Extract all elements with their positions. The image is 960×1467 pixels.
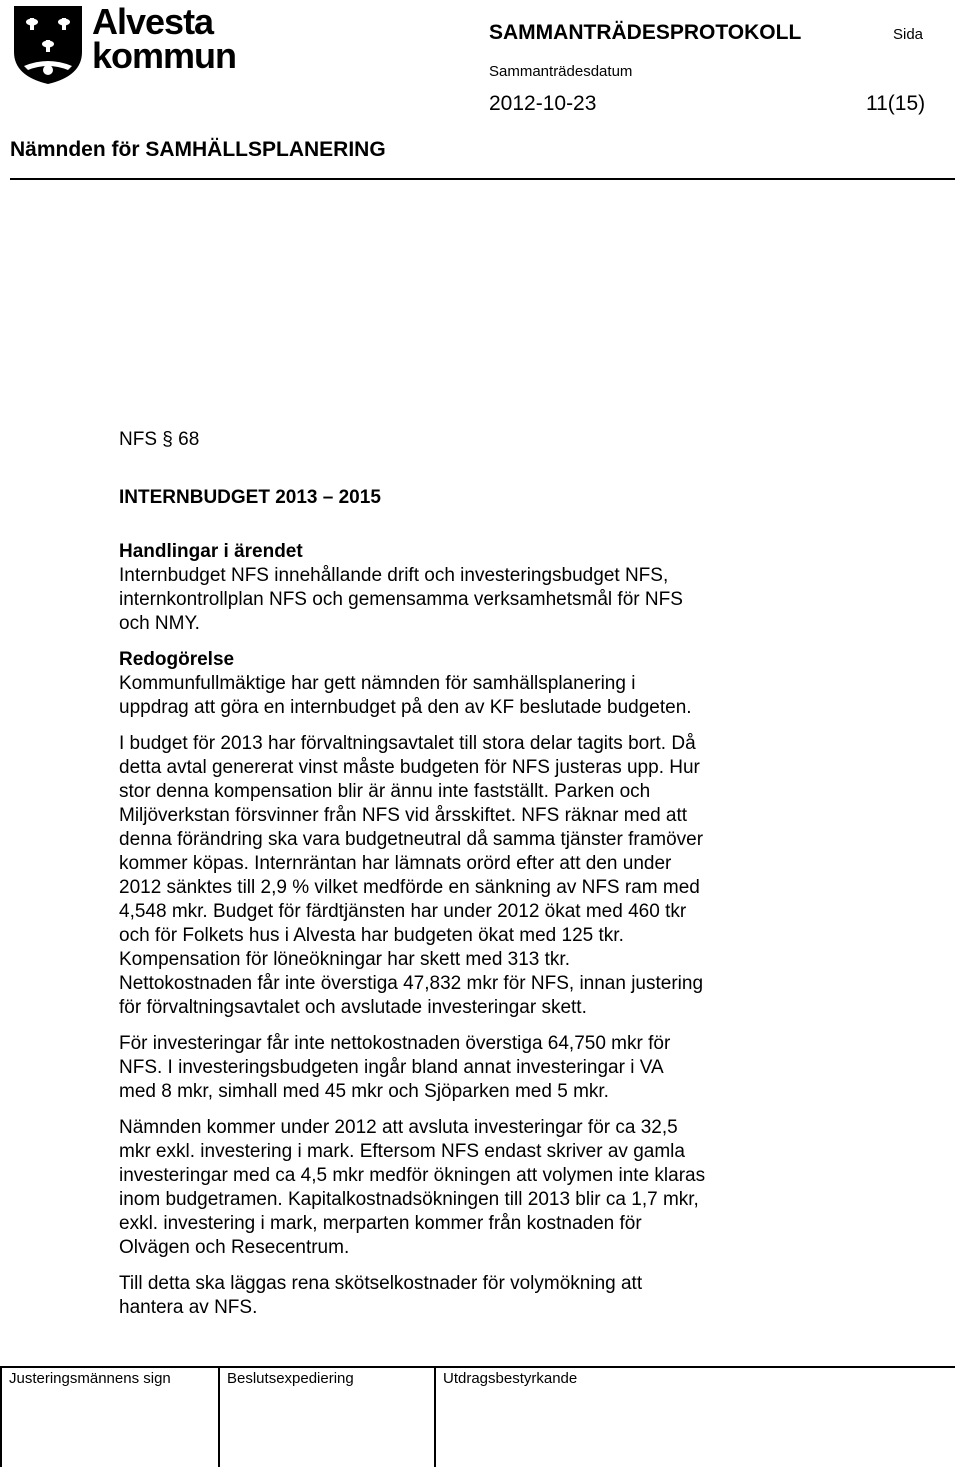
text-line: Internbudget NFS innehållande drift och investeringsbudget NFS, xyxy=(119,565,669,586)
text-line: inom budgetramen. Kapitalkostnadsökningen till 2013 blir ca 1,7 mkr, xyxy=(119,1189,699,1210)
report-paragraph-1 xyxy=(119,672,799,720)
logo-wordmark-line2: kommun xyxy=(92,35,237,76)
text-line: med 8 mkr, simhall med 45 mkr och Sjöparken med 5 mkr. xyxy=(119,1081,609,1102)
document-body xyxy=(119,428,799,1320)
document-type-title: SAMMANTRÄDESPROTOKOLL xyxy=(489,21,802,44)
text-line: exkl. investering i mark, merparten kommer från kostnaden för xyxy=(119,1213,642,1234)
text-line: hantera av NFS. xyxy=(119,1297,258,1318)
footer-signature-label: Justeringsmännens sign xyxy=(9,1370,171,1387)
header-divider xyxy=(10,178,955,180)
department-name: Nämnden för SAMHÄLLSPLANERING xyxy=(10,138,386,161)
text-line: för förvaltningsavtalet och avslutade investeringar skett. xyxy=(119,997,587,1018)
report-paragraph-2 xyxy=(119,732,799,1020)
case-number: NFS § 68 xyxy=(119,429,200,450)
text-line: internkontrollplan NFS och gemensamma verksamhetsmål för NFS xyxy=(119,589,683,610)
report-paragraph-5 xyxy=(119,1272,799,1320)
text-line: Till detta ska läggas rena skötselkostnader för volymökning att xyxy=(119,1273,643,1294)
logo-wordmark-line1: Alvesta xyxy=(92,1,214,42)
section-heading-documents: Handlingar i ärendet xyxy=(119,541,303,562)
text-line: mkr exkl. investering i mark. Eftersom NFS endast skriver av gamla xyxy=(119,1141,685,1162)
text-line: kommer köpas. Internräntan har lämnats orörd efter att den under xyxy=(119,853,672,874)
documents-paragraph xyxy=(119,564,799,636)
text-line: Kommunfullmäktige har gett nämnden för samhällsplanering i xyxy=(119,673,636,694)
text-line: Nämnden kommer under 2012 att avsluta investeringar för ca 32,5 xyxy=(119,1117,678,1138)
case-title: INTERNBUDGET 2013 – 2015 xyxy=(119,487,381,508)
meeting-date: 2012-10-23 xyxy=(489,92,597,115)
report-paragraph-3 xyxy=(119,1032,799,1104)
text-line: uppdrag att göra en internbudget på den av KF beslutade budgeten. xyxy=(119,697,692,718)
page-label: Sida xyxy=(893,26,924,43)
text-line: Olvägen och Resecentrum. xyxy=(119,1237,350,1258)
text-line: 2012 sänktes till 2,9 % vilket medförde en sänkning av NFS ram med xyxy=(119,877,700,898)
text-line: För investeringar får inte nettokostnaden överstiga 64,750 mkr för xyxy=(119,1033,671,1054)
text-line: NFS. I investeringsbudgeten ingår bland annat investeringar i VA xyxy=(119,1057,664,1078)
footer-dispatch-label: Beslutsexpediering xyxy=(227,1370,354,1387)
page-number: 11(15) xyxy=(866,92,926,115)
municipality-logo xyxy=(10,1,242,88)
text-line: I budget för 2013 har förvaltningsavtalet till stora delar tagits bort. Då xyxy=(119,733,696,754)
section-heading-report: Redogörelse xyxy=(119,649,235,670)
text-line: Kompensation för löneökningar har skett med 313 tkr. xyxy=(119,949,570,970)
footer-dispatch-box xyxy=(218,1368,434,1467)
footer-certification-label: Utdragsbestyrkande xyxy=(443,1370,578,1387)
coat-of-arms-icon xyxy=(10,4,86,86)
report-paragraph-4 xyxy=(119,1116,799,1260)
footer-signature-box xyxy=(0,1368,218,1467)
text-line: och NMY. xyxy=(119,613,200,634)
meeting-date-label: Sammanträdesdatum xyxy=(489,63,633,80)
text-line: investeringar med ca 4,5 mkr medför ökningen att volymen inte klaras xyxy=(119,1165,706,1186)
text-line: denna förändring ska vara budgetneutral då samma tjänster framöver xyxy=(119,829,704,850)
text-line: 4,548 mkr. Budget för färdtjänsten har under 2012 ökat med 460 tkr xyxy=(119,901,687,922)
text-line: detta avtal genererat vinst måste budgeten för NFS justeras upp. Hur xyxy=(119,757,700,778)
text-line: Miljöverkstan försvinner från NFS vid årsskiftet. NFS räknar med att xyxy=(119,805,688,826)
footer-certification-box xyxy=(434,1368,634,1467)
text-line: stor denna kompensation blir är ännu inte fastställt. Parken och xyxy=(119,781,651,802)
text-line: Nettokostnaden får inte överstiga 47,832 mkr för NFS, innan justering xyxy=(119,973,704,994)
text-line: och för Folkets hus i Alvesta har budgeten ökat med 125 tkr. xyxy=(119,925,624,946)
